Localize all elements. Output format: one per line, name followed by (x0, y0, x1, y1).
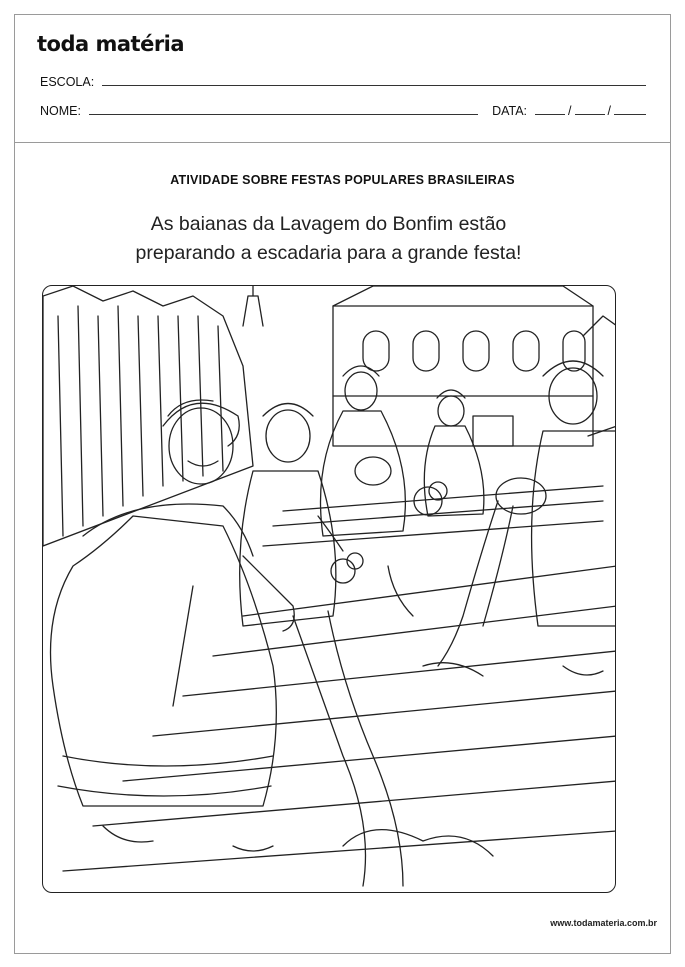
school-label: ESCOLA: (40, 75, 95, 89)
name-label: NOME: (40, 104, 81, 118)
brand-logo: toda matéria (37, 32, 185, 56)
name-date-field (40, 104, 646, 118)
date-separator: / (568, 104, 572, 118)
stairs (63, 486, 616, 871)
baianas-washing-steps-coloring-image (43, 286, 616, 893)
date-day-line[interactable] (535, 113, 565, 115)
school-blank-line[interactable] (102, 84, 646, 86)
baiana-second (240, 404, 363, 627)
date-year-line[interactable] (614, 113, 646, 115)
baiana-right (496, 361, 616, 675)
date-label: DATA: (492, 104, 528, 118)
activity-description-line-1: As baianas da Lavagem do Bonfim estão (150, 213, 507, 235)
church-building (333, 286, 593, 446)
baiana-back (414, 390, 484, 516)
activity-description-line-2: preparando a escadaria para a grande festa! (135, 242, 522, 264)
date-separator: / (607, 104, 611, 118)
coloring-illustration (42, 285, 616, 893)
pouring-water (293, 501, 513, 886)
worksheet-header (15, 15, 670, 143)
activity-description (60, 210, 597, 268)
school-field (40, 75, 646, 89)
date-month-line[interactable] (575, 113, 605, 115)
name-blank-line[interactable] (89, 113, 478, 115)
date-field (492, 104, 646, 118)
activity-title: ATIVIDADE SOBRE FESTAS POPULARES BRASILEIRAS (170, 173, 515, 187)
footer-website[interactable]: www.todamateria.com.br (550, 918, 657, 928)
baiana-foreground-left (51, 400, 295, 851)
